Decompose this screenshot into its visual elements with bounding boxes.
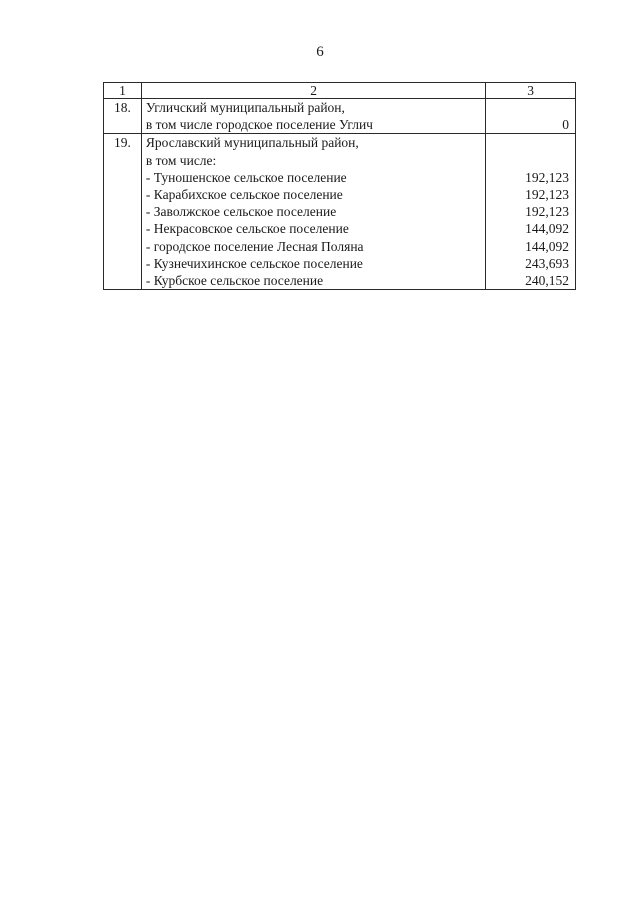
value-cell: 192,123 <box>525 186 569 202</box>
value-blank <box>490 152 569 169</box>
row-values <box>486 134 576 290</box>
column-header-2: 2 <box>141 83 485 99</box>
description-line: - Курбское сельское поселение <box>145 273 324 289</box>
description-line: Ярославский муниципальный район, <box>145 135 359 151</box>
row-number: 18. <box>104 99 142 134</box>
description-line: - Туношенское сельское поселение <box>145 169 347 185</box>
data-table <box>103 82 576 290</box>
row-description <box>141 134 485 290</box>
description-line: - городское поселение Лесная Поляна <box>145 238 364 254</box>
description-line: - Карабихское сельское поселение <box>145 187 343 203</box>
value-cell: 144,092 <box>525 238 569 254</box>
value-cell: 192,123 <box>525 204 569 220</box>
row-values <box>486 99 576 134</box>
column-header-1: 1 <box>104 83 142 99</box>
value-cell: 144,092 <box>525 221 569 237</box>
description-line: - Заволжское сельское поселение <box>145 204 337 220</box>
value-blank <box>490 134 569 151</box>
description-line: - Некрасовское сельское поселение <box>145 221 349 237</box>
value-cell: 243,693 <box>525 255 569 271</box>
column-header-3: 3 <box>486 83 576 99</box>
description-line: в том числе: <box>145 152 217 168</box>
table-row-18 <box>104 99 576 134</box>
table-row-19 <box>104 134 576 290</box>
value-cell: 192,123 <box>525 169 569 185</box>
description-line: в том числе городское поселение Углич <box>145 117 373 133</box>
table-header-row <box>104 83 576 99</box>
description-line: - Кузнечихинское сельское поселение <box>145 255 363 271</box>
row-description <box>141 99 485 134</box>
description-line: Угличский муниципальный район, <box>145 100 345 115</box>
page-number: 6 <box>316 44 324 60</box>
value-cell: 240,152 <box>525 273 569 288</box>
value-blank <box>490 99 569 116</box>
value-cell: 0 <box>562 117 569 133</box>
row-number: 19. <box>104 134 142 290</box>
